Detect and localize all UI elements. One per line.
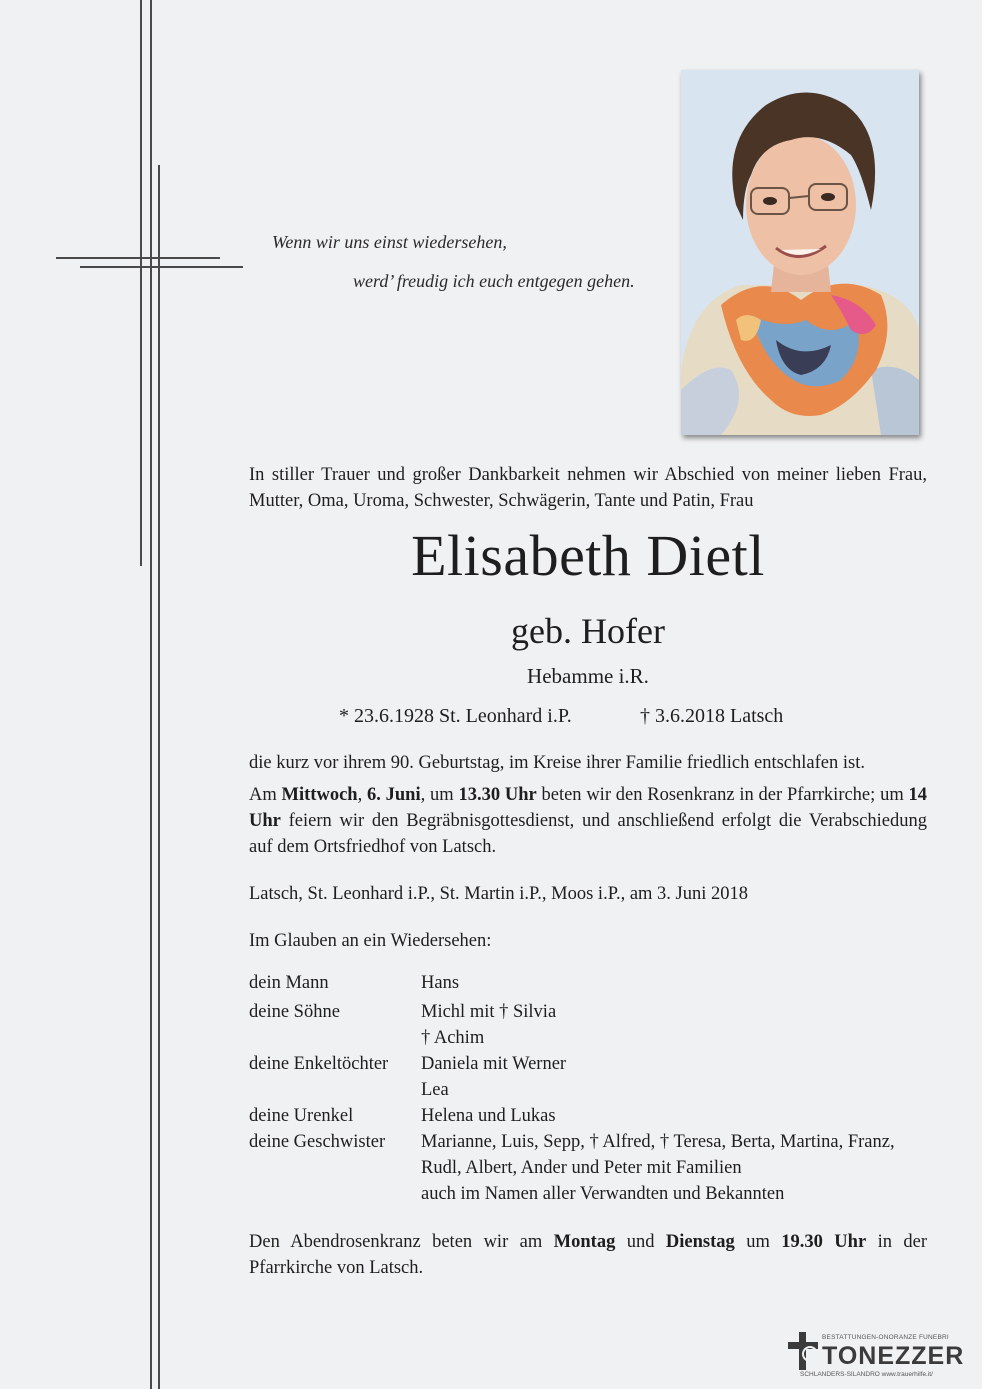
deceased-name: Elisabeth Dietl — [411, 523, 765, 588]
relative-label: deine Enkeltöchter — [249, 1054, 389, 1074]
death-date: † 3.6.2018 Latsch — [640, 705, 784, 727]
cross-line-right — [150, 0, 152, 1389]
relative-name: Lea — [421, 1080, 449, 1100]
body-paragraph-2: Am Mittwoch, 6. Juni, um 13.30 Uhr beten wir den Rosenkranz in der Pfarrkirche; um 14 Uhr feiern wir den Begräbnisgottesdienst, und anschließend erfolgt die Verabschiedung auf dem Ortsfriedhof von Latsch. — [249, 785, 927, 857]
relative-label: deine Geschwister — [249, 1132, 386, 1152]
relative-row — [249, 1129, 927, 1207]
birth-date: * 23.6.1928 St. Leonhard i.P. — [339, 705, 572, 727]
relative-name: Daniela mit Werner — [421, 1054, 567, 1074]
relative-label: deine Söhne — [249, 1002, 340, 1022]
logo-name: TONEZZER — [822, 1342, 965, 1370]
cross-logo-icon — [788, 1332, 818, 1370]
place-date: Latsch, St. Leonhard i.P., St. Martin i.P., Moos i.P., am 3. Juni 2018 — [249, 884, 749, 904]
relative-label: dein Mann — [249, 973, 329, 993]
logo-address: SCHLANDERS-SILANDRO www.trauerhilfe.it/ — [800, 1371, 933, 1378]
quote-line-2: werd’ freudig ich euch entgegen gehen. — [353, 271, 635, 291]
cross-line-inner — [158, 165, 160, 1389]
body-paragraph-1: die kurz vor ihrem 90. Geburtstag, im Kreise ihrer Familie friedlich entschlafen ist. — [249, 753, 865, 773]
relative-label: deine Urenkel — [249, 1106, 354, 1126]
relative-name: Helena und Lukas — [421, 1106, 556, 1126]
intro-text: In stiller Trauer und großer Dankbarkeit nehmen wir Abschied von meiner lieben Frau, Mutter, Oma, Uroma, Schwester, Schwägerin, Tante und Patin, Frau — [249, 465, 927, 511]
relative-row — [249, 1103, 927, 1129]
funeral-home-logo — [788, 1330, 965, 1382]
relative-row — [249, 1051, 927, 1103]
relative-name: auch im Namen aller Verwandten und Bekannten — [421, 1184, 785, 1204]
logo-tagline: BESTATTUNGEN-ONORANZE FUNEBRI — [822, 1334, 949, 1341]
relative-name: Rudl, Albert, Ander und Peter mit Familien — [421, 1158, 742, 1178]
profession: Hebamme i.R. — [527, 664, 649, 688]
maiden-name: geb. Hofer — [511, 611, 665, 651]
quote-line-1: Wenn wir uns einst wiedersehen, — [272, 232, 507, 252]
relative-name: Hans — [421, 973, 460, 993]
cross-bar-top — [56, 257, 220, 259]
faith-line: Im Glauben an ein Wiedersehen: — [249, 931, 492, 951]
closing-paragraph: Den Abendrosenkranz beten wir am Montag und Dienstag um 19.30 Uhr in der Pfarrkirche von Latsch. — [249, 1232, 928, 1278]
relative-row — [249, 999, 927, 1051]
portrait-photo — [681, 70, 919, 435]
relative-name: Michl mit † Silvia — [421, 1002, 557, 1022]
relative-name: Marianne, Luis, Sepp, † Alfred, † Teresa, Berta, Martina, Franz, — [421, 1132, 895, 1152]
cross-line-left — [140, 0, 142, 566]
relative-name: † Achim — [421, 1028, 485, 1048]
cross-bar-bottom — [80, 266, 243, 268]
relatives-list — [249, 970, 927, 1207]
relative-row — [249, 970, 927, 996]
